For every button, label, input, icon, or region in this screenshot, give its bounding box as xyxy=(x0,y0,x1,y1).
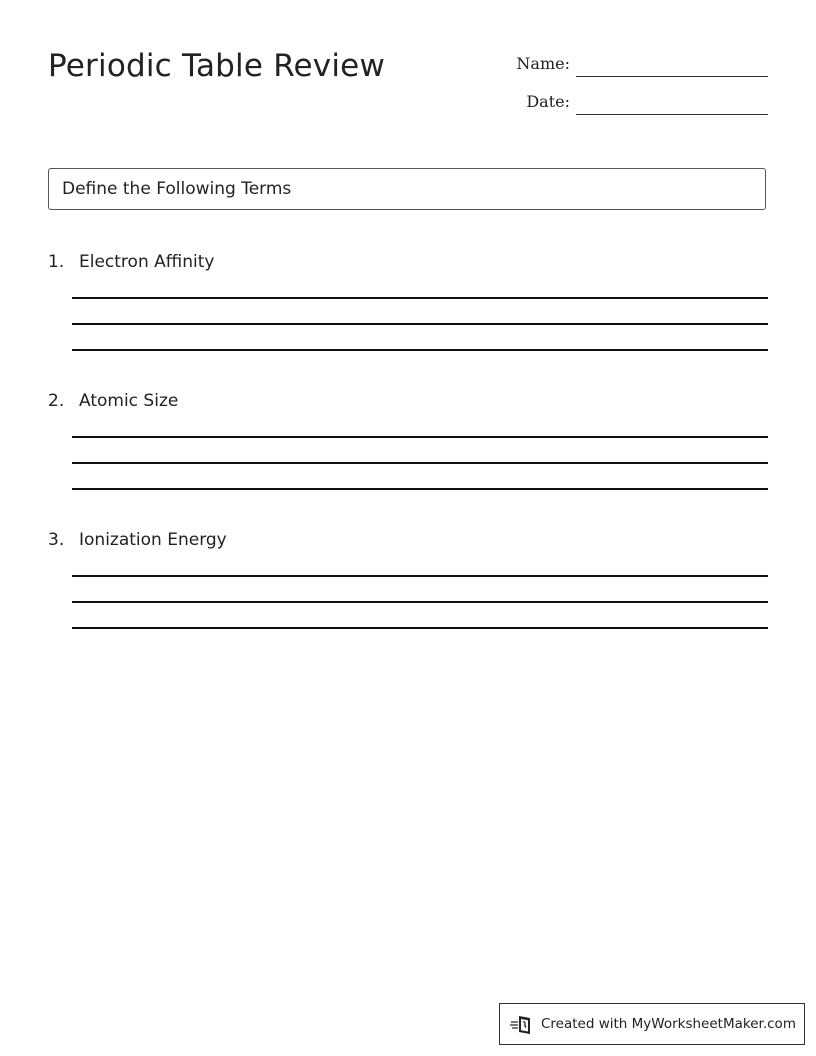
answer-line[interactable] xyxy=(72,436,768,438)
footer-badge[interactable] xyxy=(499,1003,805,1045)
answer-line[interactable] xyxy=(72,323,768,325)
name-label: Name: xyxy=(516,54,570,73)
answer-line[interactable] xyxy=(72,462,768,464)
footer-text: Created with MyWorksheetMaker.com xyxy=(541,1016,796,1032)
worksheet-maker-logo-icon xyxy=(510,1014,534,1036)
answer-line[interactable] xyxy=(72,575,768,577)
question-term: Atomic Size xyxy=(79,391,179,411)
question-number: 3. xyxy=(48,530,65,550)
question-term: Ionization Energy xyxy=(79,530,227,550)
answer-line[interactable] xyxy=(72,297,768,299)
page-title: Periodic Table Review xyxy=(48,48,385,84)
answer-line[interactable] xyxy=(72,488,768,490)
date-field-line[interactable] xyxy=(576,114,768,115)
section-title: Define the Following Terms xyxy=(62,179,292,199)
date-label: Date: xyxy=(526,92,570,111)
answer-line[interactable] xyxy=(72,627,768,629)
answer-line[interactable] xyxy=(72,349,768,351)
answer-line[interactable] xyxy=(72,601,768,603)
question-number: 1. xyxy=(48,252,65,272)
question-number: 2. xyxy=(48,391,65,411)
name-field-line[interactable] xyxy=(576,76,768,77)
question-term: Electron Affinity xyxy=(79,252,215,272)
section-header-box xyxy=(48,168,766,210)
